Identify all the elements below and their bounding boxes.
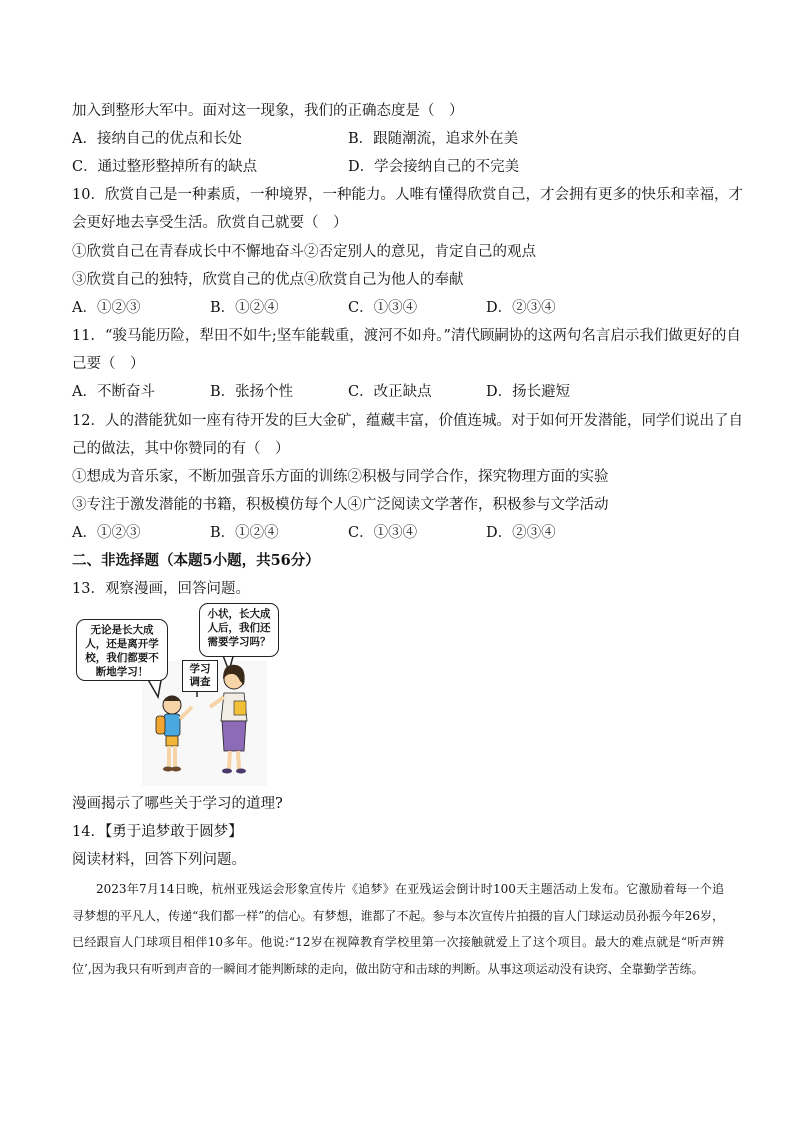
survey-sign: 学习调查 bbox=[182, 660, 218, 692]
q12-option-b[interactable]: B．①②④ bbox=[210, 525, 279, 541]
q9-stem-tail: 加入到整形大军中。面对这一现象，我们的正确态度是（ ） bbox=[72, 103, 464, 119]
q10-option-c[interactable]: C．①③④ bbox=[348, 300, 418, 316]
q10-option-d[interactable]: D．②③④ bbox=[486, 300, 556, 316]
q12-item-line1: ①想成为音乐家，不断加强音乐方面的训练②积极与同学合作，探究物理方面的实验 bbox=[72, 469, 609, 485]
q12-option-d[interactable]: D．②③④ bbox=[486, 525, 556, 541]
q14-material-text: 2023年7月14日晚，杭州亚残运会形象宣传片《追梦》在亚残运会倒计时100天主题活动上发布。它激励着每一个追寻梦想的平凡人，传递“我们都一样”的信心。有梦想，谁都了不起。参与本次宣传片拍摄的盲人门球运动员孙振今年26岁，已经跟盲人门球项目相伴10多年。他说:“12岁在视障教育学校里第一次接触就爱上了这个项目。最大的难点就是“听声辨位’,因为我只有听到声音的一瞬间才能判断球的走向，做出防守和击球的判断。从事这项运动没有诀窍、全靠勤学苦练。 bbox=[72, 882, 724, 976]
q10-stem-line2: 会更好地去享受生活。欣赏自己就要（ ） bbox=[72, 215, 348, 231]
section-title: 二、非选择题（本题5小题，共56分） bbox=[72, 552, 320, 569]
q9-option-c[interactable]: C．通过整形整掉所有的缺点 bbox=[72, 159, 258, 175]
q9-option-d[interactable]: D．学会接纳自己的不完美 bbox=[348, 159, 520, 175]
q14-instruction: 阅读材料，回答下列问题。 bbox=[72, 852, 246, 868]
q11-option-b[interactable]: B．张扬个性 bbox=[210, 384, 294, 400]
q14-material bbox=[72, 876, 724, 982]
q9-option-a[interactable]: A．接纳自己的优点和长处 bbox=[72, 131, 242, 147]
q10-stem-line1: 10．欣赏自己是一种素质，一种境界，一种能力。人唯有懂得欣赏自己，才会拥有更多的快乐和幸福，才 bbox=[72, 187, 743, 203]
q11-option-a[interactable]: A．不断奋斗 bbox=[72, 384, 155, 400]
q11-option-d[interactable]: D．扬长避短 bbox=[486, 384, 571, 400]
q13-stem: 13．观察漫画，回答问题。 bbox=[72, 581, 250, 597]
q12-stem-line2: 己的做法，其中你赞同的有（ ） bbox=[72, 441, 290, 457]
q12-option-c[interactable]: C．①③④ bbox=[348, 525, 418, 541]
q11-stem-line1: 11．“骏马能历险，犁田不如牛;坚车能载重，渡河不如舟。”清代顾嗣协的这两句名言启示我们做更好的自 bbox=[72, 328, 741, 344]
q10-option-b[interactable]: B．①②④ bbox=[210, 300, 279, 316]
q10-item-line1: ①欣赏自己在青春成长中不懈地奋斗②否定别人的意见，肯定自己的观点 bbox=[72, 244, 536, 260]
q12-item-line2: ③专注于激发潜能的书籍，积极模仿每个人④广泛阅读文学著作，积极参与文学活动 bbox=[72, 497, 609, 513]
q13-question: 漫画揭示了哪些关于学习的道理? bbox=[72, 796, 283, 812]
q9-option-b[interactable]: B．跟随潮流，追求外在美 bbox=[348, 131, 519, 147]
q14-title: 14．【勇于追梦敢于圆梦】 bbox=[72, 824, 243, 840]
q10-item-line2: ③欣赏自己的独特，欣赏自己的优点④欣赏自己为他人的奉献 bbox=[72, 272, 464, 288]
q12-option-a[interactable]: A．①②③ bbox=[72, 525, 141, 541]
teacher-speech-bubble: 小状，长大成人后，我们还需要学习吗？ bbox=[199, 603, 279, 657]
q10-option-a[interactable]: A．①②③ bbox=[72, 300, 141, 316]
q11-stem-line2: 己要（ ） bbox=[72, 356, 145, 372]
q12-stem-line1: 12．人的潜能犹如一座有待开发的巨大金矿，蕴藏丰富，价值连城。对于如何开发潜能，同学们说出了自 bbox=[72, 413, 743, 429]
q11-option-c[interactable]: C．改正缺点 bbox=[348, 384, 432, 400]
boy-speech-bubble: 无论是长大成人，还是离开学校，我们都要不断地学习！ bbox=[76, 619, 168, 681]
q13-comic bbox=[72, 601, 282, 791]
